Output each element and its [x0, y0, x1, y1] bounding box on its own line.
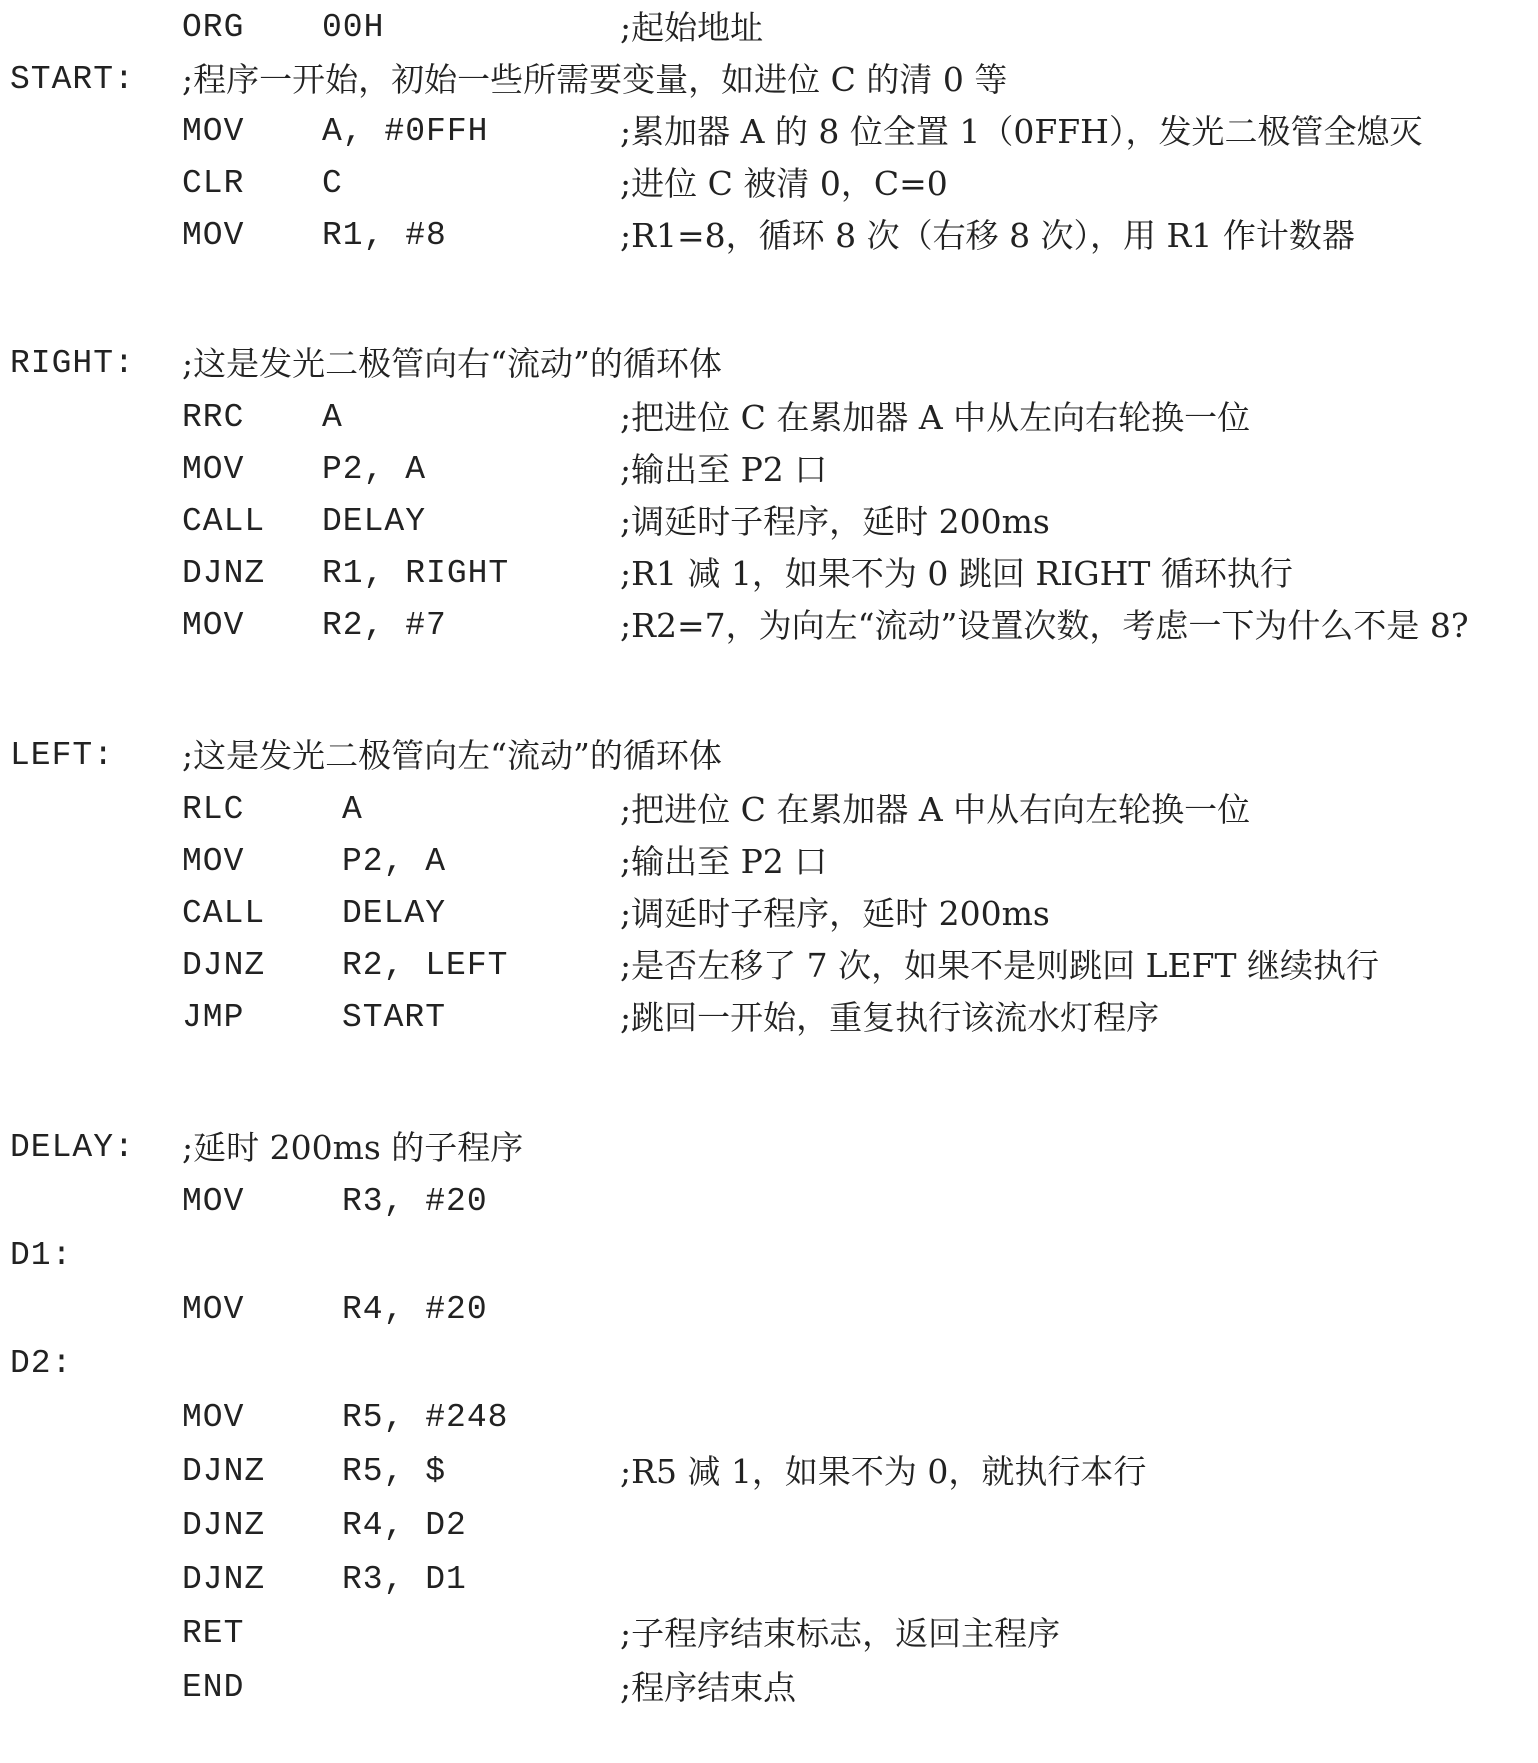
opcode: MOV [182, 1291, 245, 1328]
comment: ;程序结束点 [620, 1668, 797, 1707]
code-line [0, 494, 1050, 550]
label: RIGHT: [10, 345, 135, 382]
operands: P2, A [322, 451, 427, 488]
comment: ;程序一开始，初始一些所需要变量，如进位 C 的清 0 等 [182, 60, 1008, 99]
operands: A, #0FFH [322, 113, 489, 150]
label: START: [10, 61, 135, 98]
label: D2: [10, 1345, 73, 1382]
operands: DELAY [322, 503, 427, 540]
opcode: RRC [182, 399, 245, 436]
code-line-left-label [0, 728, 722, 784]
code-line [0, 208, 1355, 264]
code-line [0, 886, 1050, 942]
opcode: DJNZ [182, 1561, 266, 1598]
opcode: CLR [182, 165, 245, 202]
comment: ;输出至 P2 口 [620, 450, 828, 489]
code-line-start-label [0, 52, 1008, 108]
opcode: DJNZ [182, 947, 266, 984]
code-line-d2-label [0, 1336, 73, 1392]
operands: P2, A [342, 843, 447, 880]
code-line [0, 834, 828, 890]
comment: ;进位 C 被清 0，C=0 [620, 164, 948, 203]
code-line [0, 1660, 797, 1716]
opcode: ORG [182, 9, 245, 46]
operands: R2, LEFT [342, 947, 509, 984]
comment: ;调延时子程序，延时 200ms [620, 894, 1050, 933]
code-line [0, 1282, 488, 1338]
code-line [0, 1498, 467, 1554]
code-line [0, 1552, 467, 1608]
opcode: CALL [182, 503, 266, 540]
comment: ;把进位 C 在累加器 A 中从左向右轮换一位 [620, 398, 1251, 437]
code-line-delay-label [0, 1120, 524, 1176]
opcode: JMP [182, 999, 245, 1036]
label: DELAY: [10, 1129, 135, 1166]
label: D1: [10, 1237, 73, 1274]
opcode: MOV [182, 1183, 245, 1220]
operands: R5, $ [342, 1453, 447, 1490]
comment: ;输出至 P2 口 [620, 842, 828, 881]
code-line [0, 1390, 509, 1446]
operands: 00H [322, 9, 385, 46]
code-line [0, 938, 1379, 994]
opcode: MOV [182, 451, 245, 488]
comment: ;R5 减 1，如果不为 0，就执行本行 [620, 1452, 1147, 1491]
operands: R1, #8 [322, 217, 447, 254]
operands: START [342, 999, 447, 1036]
operands: R5, #248 [342, 1399, 509, 1436]
code-line [0, 442, 828, 498]
code-line-org [0, 0, 764, 56]
code-line [0, 990, 1160, 1046]
operands: R2, #7 [322, 607, 447, 644]
code-line [0, 390, 1251, 446]
code-line-right-label [0, 336, 722, 392]
code-line-d1-label [0, 1228, 73, 1284]
operands: DELAY [342, 895, 447, 932]
comment: ;R1=8，循环 8 次（右移 8 次），用 R1 作计数器 [620, 216, 1355, 255]
code-line [0, 598, 1469, 654]
operands: A [342, 791, 363, 828]
code-line [0, 782, 1251, 838]
comment: ;这是发光二极管向右“流动”的循环体 [182, 344, 722, 383]
opcode: MOV [182, 607, 245, 644]
opcode: DJNZ [182, 555, 266, 592]
comment: ;把进位 C 在累加器 A 中从右向左轮换一位 [620, 790, 1251, 829]
opcode: DJNZ [182, 1507, 266, 1544]
comment: ;这是发光二极管向左“流动”的循环体 [182, 736, 722, 775]
opcode: END [182, 1669, 245, 1706]
comment: ;R1 减 1，如果不为 0 跳回 RIGHT 循环执行 [620, 554, 1293, 593]
code-line [0, 1444, 1147, 1500]
opcode: MOV [182, 1399, 245, 1436]
code-line [0, 104, 1423, 160]
comment: ;起始地址 [620, 8, 764, 47]
operands: R3, #20 [342, 1183, 488, 1220]
opcode: RET [182, 1615, 245, 1652]
code-line [0, 1606, 1061, 1662]
comment: ;子程序结束标志，返回主程序 [620, 1614, 1061, 1653]
operands: R1, RIGHT [322, 555, 510, 592]
comment: ;累加器 A 的 8 位全置 1（0FFH），发光二极管全熄灭 [620, 112, 1423, 151]
opcode: DJNZ [182, 1453, 266, 1490]
opcode: MOV [182, 217, 245, 254]
comment: ;延时 200ms 的子程序 [182, 1128, 524, 1167]
operands: R3, D1 [342, 1561, 467, 1598]
comment: ;跳回一开始，重复执行该流水灯程序 [620, 998, 1160, 1037]
opcode: MOV [182, 843, 245, 880]
comment: ;调延时子程序，延时 200ms [620, 502, 1050, 541]
operands: R4, #20 [342, 1291, 488, 1328]
code-line [0, 156, 948, 212]
label: LEFT: [10, 737, 115, 774]
comment: ;R2=7，为向左“流动”设置次数，考虑一下为什么不是 8? [620, 606, 1469, 645]
operands: A [322, 399, 343, 436]
operands: C [322, 165, 343, 202]
opcode: RLC [182, 791, 245, 828]
code-line [0, 546, 1293, 602]
opcode: MOV [182, 113, 245, 150]
comment: ;是否左移了 7 次，如果不是则跳回 LEFT 继续执行 [620, 946, 1379, 985]
operands: R4, D2 [342, 1507, 467, 1544]
code-line [0, 1174, 488, 1230]
opcode: CALL [182, 895, 266, 932]
